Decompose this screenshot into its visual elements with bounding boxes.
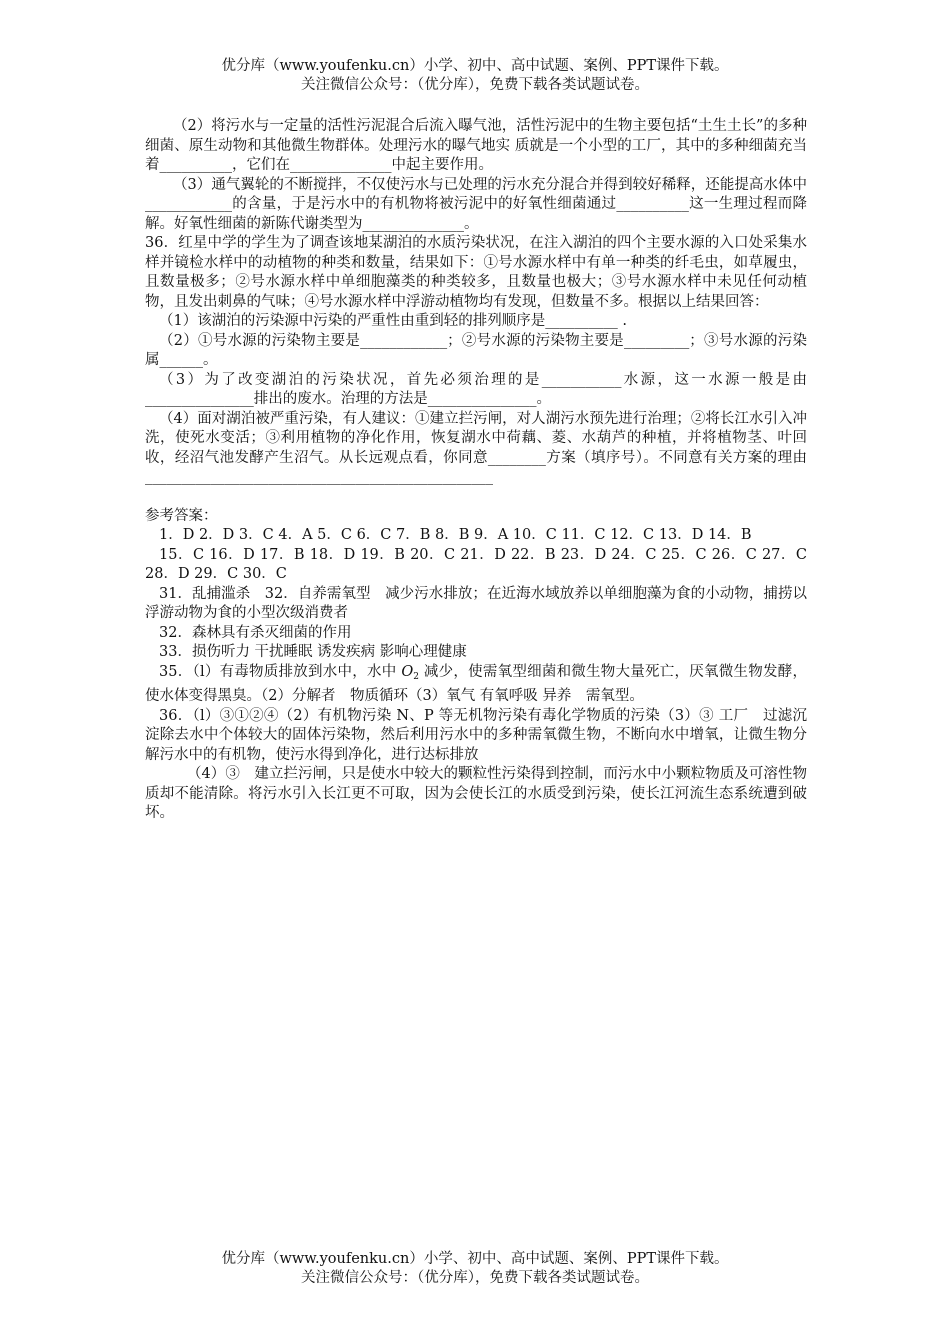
answer-32: 32．森林具有杀灭细菌的作用 bbox=[159, 624, 352, 641]
header-line-1: 优分库（www.youfenku.cn）小学、初中、高中试题、案例、PPT课件下载。 bbox=[221, 58, 729, 74]
spacer bbox=[145, 488, 807, 507]
footer-line-1: 优分库（www.youfenku.cn）小学、初中、高中试题、案例、PPT课件下载。 bbox=[221, 1251, 729, 1267]
header-line-2: 关注微信公众号：（优分库），免费下载各类试题试卷。 bbox=[301, 77, 649, 93]
answer-36-part-4: （4）③ 建立拦污闸，只是使水中较大的颗粒性污染得到控制，而污水中小颗粒物质及可溶性物质却不能清除。将污水引入长江更不可取，因为会使长江的水质受到污染，使长江河流生态系统遭到破坏。 bbox=[145, 766, 807, 821]
answers-title: 参考答案： bbox=[145, 507, 218, 524]
answer-33: 33．损伤听力 干扰睡眠 诱发疾病 影响心理健康 bbox=[159, 644, 467, 660]
question-36-part-4: （4）面对湖泊被严重污染，有人建议：①建立拦污闸，对人湖污水预先进行治理；②将长江水引入冲洗，使死水变活；③利用植物的净化作用，恢复湖水中荷藕、菱、水葫芦的种植，并将植物茎、叶回收，经沼气池发酵产生沼气。从长远观点看，你同意________方案（填序号）。不同意有关方案的理由________________________________________________ bbox=[145, 410, 807, 485]
document-body bbox=[145, 117, 807, 824]
oxygen-subscript: 2 bbox=[413, 671, 419, 682]
page-header bbox=[0, 57, 950, 95]
question-36-intro: 36．红星中学的学生为了调查该地某湖泊的水质污染状况，在注入湖泊的四个主要水源的入口处采集水样并镜检水样中的动植物的种类和数量，结果如下：①号水源水样中有单一种类的纤毛虫，如草履虫，且数量极多；②号水源水样中单细胞藻类的种类较多，且数量也极大；③号水源水样中未见任何动植物，且发出刺鼻的气味；④号水源水样中浮游动植物均有发现，但数量不多。根据以上结果回答： bbox=[145, 235, 807, 310]
question-35-part-3: （3）通气翼轮的不断搅拌，不仅使污水与已处理的污水充分混合并得到较好稀释，还能提高水体中____________的含量，于是污水中的有机物将被污泥中的好氧性细菌通过__________这一生理过程而降解。好氧性细菌的新陈代谢类型为______________。 bbox=[145, 176, 807, 232]
question-36-part-2: （2）①号水源的污染物主要是____________；②号水源的污染物主要是_________；③号水源的污染属______。 bbox=[145, 332, 807, 368]
answer-35-post: 减少，使需氧型细菌和微生物大量死亡，厌氧微生物发酵，使水体变得黑臭。（2）分解者 物质循环（3）氧气 有氧呼吸 异养 需氧型。 bbox=[145, 663, 807, 704]
oxygen-symbol: O bbox=[401, 663, 414, 680]
answer-35 bbox=[145, 663, 807, 707]
answers-15-30: 15．C 16．D 17．B 18．D 19．B 20．C 21．D 22．B 23．D 24．C 25．C 26．C 27．C 28．D 29．C 30．C bbox=[145, 546, 807, 582]
answer-36: 36．（l）③①②④（2）有机物污染 N、P 等无机物污染有毒化学物质的污染（3）③ 工厂 过滤沉淀除去水中个体较大的固体污染物，然后利用污水中的多种需氧微生物，不断向水中增氧，让微生物分解污水中的有机物，使污水得到净化，进行达标排放 bbox=[145, 707, 807, 763]
answer-35-pre: 35．（l）有毒物质排放到水中，水中 bbox=[159, 663, 402, 680]
answers-1-14: 1．D 2．D 3．C 4．A 5．C 6．C 7．B 8．B 9．A 10．C 11．C 12．C 13．D 14．B bbox=[159, 527, 752, 543]
question-35-part-2: （2）将污水与一定量的活性污泥混合后流入曝气池，活性污泥中的生物主要包括“土生土长”的多种细菌、原生动物和其他微生物群体。处理污水的曝气地实 质就是一个小型的工厂，其中的多种细菌充当着__________，它们在______________中起主要作用。 bbox=[145, 118, 807, 173]
answers-31-32: 31．乱捕滥杀 32．自养需氧型 减少污水排放；在近海水域放养以单细胞藻为食的小动物，捕捞以浮游动物为食的小型次级消费者 bbox=[145, 585, 807, 621]
footer-line-2: 关注微信公众号：（优分库），免费下载各类试题试卷。 bbox=[301, 1270, 649, 1286]
question-36-part-3: （3）为了改变湖泊的污染状况，首先必须治理的是___________水源，这一水源一般是由_______________排出的废水。治理的方法是_______________。 bbox=[145, 371, 807, 407]
page-footer bbox=[0, 1250, 950, 1288]
question-36-part-1: （1）该湖泊的污染源中污染的严重性由重到轻的排列顺序是__________ . bbox=[159, 313, 627, 329]
